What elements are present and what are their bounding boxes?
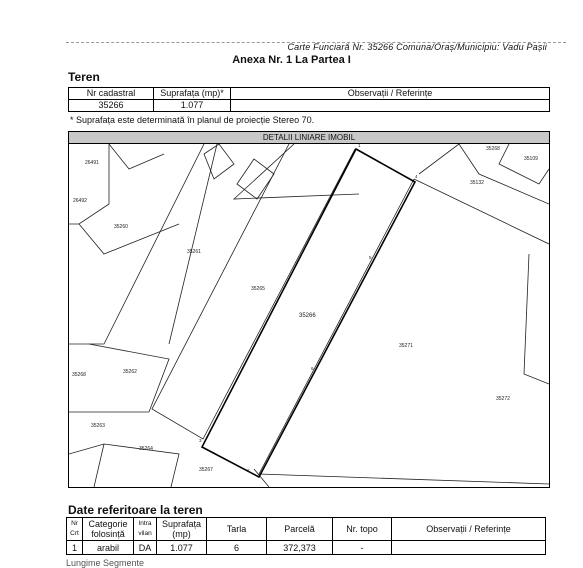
parcel-boundary <box>69 144 204 344</box>
parcel-label: 35261 <box>187 249 201 255</box>
parcel-boundary <box>79 224 179 254</box>
header-cell: Parcelă <box>267 518 333 541</box>
parcel-label: 35271 <box>399 343 413 349</box>
parcel-label-main: 35266 <box>299 313 316 319</box>
parcel-label: 35264 <box>139 446 153 452</box>
parcel-label: 35260 <box>114 224 128 230</box>
header-cell: Tarla <box>207 518 267 541</box>
header-cell: Observații / Referințe <box>231 88 550 100</box>
point-label: 1 <box>358 144 361 148</box>
table-cell: DA <box>134 541 157 555</box>
table-cell <box>231 100 550 112</box>
parcel-label: 35268 <box>486 146 500 152</box>
parcel-label: 35268 <box>72 372 86 378</box>
parcel-boundary <box>89 344 169 412</box>
header-cell: Suprafața (mp)* <box>154 88 231 100</box>
parcel-label: 35109 <box>524 156 538 162</box>
table-cell: 1 <box>67 541 83 555</box>
table-cell: 1.077 <box>157 541 207 555</box>
table-cell: 35266 <box>69 100 154 112</box>
teren-table <box>68 87 550 112</box>
parcel-boundary <box>419 144 459 174</box>
header-cell: Intra vilan <box>134 518 157 541</box>
point-label: 5 <box>369 255 372 260</box>
map-header: DETALII LINIARE IMOBIL <box>69 132 549 144</box>
parcel-boundary <box>69 144 109 224</box>
date-teren-title: Date referitoare la teren <box>68 503 203 517</box>
table-cell: 6 <box>207 541 267 555</box>
header-cell: Suprafața (mp) <box>157 518 207 541</box>
table-header-row <box>67 518 546 541</box>
point-labels <box>199 144 418 473</box>
header-cell: Nr Crt <box>67 518 83 541</box>
parcel-boundary <box>414 179 549 244</box>
parcel-boundary <box>499 144 549 184</box>
header-cell: Nr. topo <box>333 518 392 541</box>
parcel-label: 35262 <box>123 369 137 375</box>
point-label: 6 <box>311 366 314 371</box>
parcel-boundary <box>459 144 549 204</box>
parcel-boundary <box>109 144 164 169</box>
document-reference: Carte Funciară Nr. 35266 Comuna/Oraș/Municipiu: Vadu Pașii <box>287 42 547 52</box>
table-header-row <box>69 88 550 100</box>
cadastral-map <box>68 131 550 488</box>
parcel-boundary <box>259 179 549 484</box>
map-drawing <box>69 144 549 487</box>
header-cell: Categorie folosință <box>83 518 134 541</box>
parcel-boundary <box>69 444 179 487</box>
annex-title: Anexa Nr. 1 La Partea I <box>232 54 351 66</box>
parcel-label: 35267 <box>199 467 213 473</box>
parcel-boundary <box>169 144 217 344</box>
table-row <box>69 100 550 112</box>
building-outline <box>204 144 234 179</box>
segment-lengths-heading: Lungime Segmente <box>66 558 145 568</box>
parcel-boundary <box>234 144 359 199</box>
date-teren-table <box>66 517 546 555</box>
table-row <box>67 541 546 555</box>
table-cell <box>392 541 546 555</box>
parcel-label: 26492 <box>73 198 87 204</box>
parcel-boundary <box>94 444 104 487</box>
parcel-label: 35265 <box>251 286 265 292</box>
parcel-boundary <box>524 254 549 384</box>
header-cell: Observații / Referințe <box>392 518 546 541</box>
parcel-label: 35263 <box>91 423 105 429</box>
point-label: 3 <box>199 438 202 443</box>
parcel-label: 26491 <box>85 160 99 166</box>
table-cell: arabil <box>83 541 134 555</box>
table-cell: 372,373 <box>267 541 333 555</box>
parcel-labels <box>72 146 538 473</box>
parcel-label: 35272 <box>496 396 510 402</box>
table-cell: 1.077 <box>154 100 231 112</box>
surface-note: * Suprafața este determinată în planul de proiecție Stereo 70. <box>70 115 315 125</box>
point-label: 4 <box>415 174 418 179</box>
teren-section-title: Teren <box>68 70 100 84</box>
table-cell: - <box>333 541 392 555</box>
point-label: 2 <box>247 468 250 473</box>
header-cell: Nr cadastral <box>69 88 154 100</box>
parcel-label: 35132 <box>470 180 484 186</box>
